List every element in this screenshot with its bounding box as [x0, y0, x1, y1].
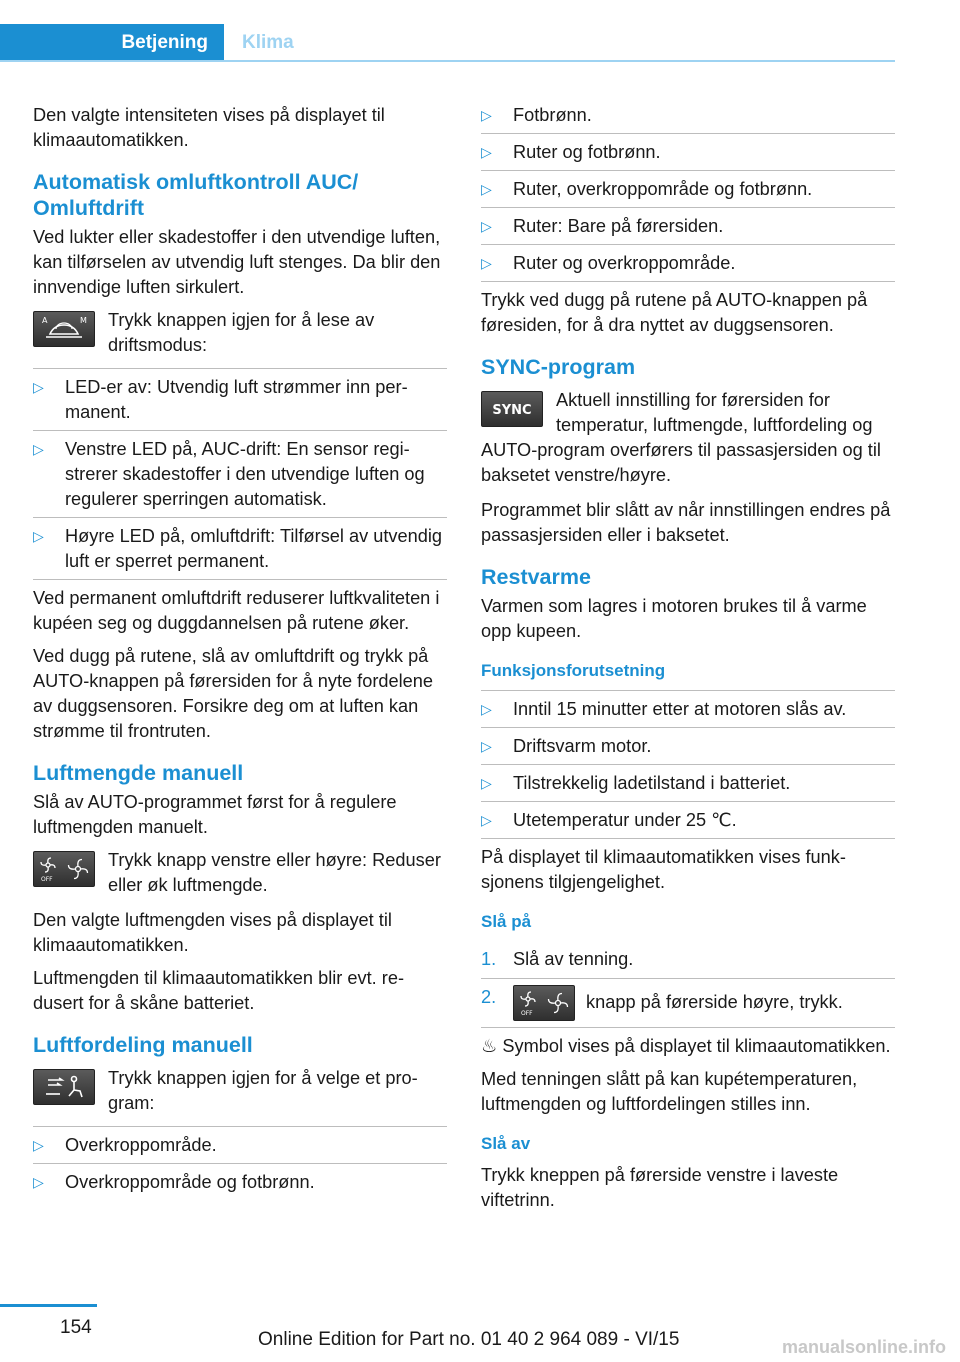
- triangle-bullet-icon: ▷: [33, 1174, 44, 1190]
- triangle-bullet-icon: ▷: [33, 441, 44, 457]
- heading-luftfordeling: Luftfordeling manuell: [33, 1033, 253, 1057]
- right-column: [481, 103, 895, 1221]
- auc-icon-text: Trykk knappen igjen for å lese av driftsmodus:: [108, 310, 375, 355]
- paragraph-tenning: Med tenningen slått på kan kupétemperaturen, luftmengden og luftfordelingen stilles inn.: [481, 1069, 858, 1114]
- page-number: 154: [60, 1317, 92, 1338]
- paragraph-redusert: Luftmengden til klimaautomatikken blir evt. redusert for å skåne batteriet.: [33, 968, 404, 1013]
- triangle-bullet-icon: ▷: [481, 812, 492, 828]
- step-item: 2. OFF knapp på førerside høyre, trykk.: [481, 979, 895, 1028]
- luftmengde-instruction: [33, 848, 447, 898]
- list-item: ▷ Venstre LED på, AUC-drift: En sensor registrerer skadestoffer i den utvendige luften og regulerer sperringen automatisk.: [33, 431, 447, 518]
- paragraph-sync-off: Programmet blir slått av når innstillingen endres på passasjersiden eller i baksetet.: [481, 500, 891, 545]
- left-column: [33, 103, 447, 1206]
- auc-icon-label-m: M: [80, 316, 87, 325]
- auc-list: [33, 368, 447, 580]
- heat-symbol-icon: ♨: [481, 1036, 498, 1056]
- fan-button-icon: [513, 985, 575, 1021]
- triangle-bullet-icon: ▷: [481, 181, 492, 197]
- list-item: ▷ Utetemperatur under 25 ℃.: [481, 802, 895, 839]
- paragraph-luftmengde: Slå av AUTO-programmet først for å regulere luftmengden manuelt.: [33, 792, 397, 837]
- sync-button-label: SYNC: [492, 403, 532, 418]
- heading-funksjonsforutsetning: Funksjonsforutsetning: [481, 661, 666, 680]
- list-item: ▷ Driftsvarm motor.: [481, 728, 895, 765]
- triangle-bullet-icon: ▷: [33, 528, 44, 544]
- triangle-bullet-icon: ▷: [481, 738, 492, 754]
- funksjon-list: [481, 690, 895, 839]
- triangle-bullet-icon: ▷: [481, 701, 492, 717]
- list-item: ▷ Overkroppområde og fotbrønn.: [33, 1164, 447, 1200]
- auc-icon-label-a: A: [42, 316, 48, 325]
- list-item: ▷ Ruter: Bare på førersiden.: [481, 208, 895, 245]
- tab-klima[interactable]: Klima: [242, 32, 294, 53]
- triangle-bullet-icon: ▷: [481, 144, 492, 160]
- triangle-bullet-icon: ▷: [481, 107, 492, 123]
- luftmengde-icon-text: Trykk knapp venstre eller høyre: Reduser eller øk luftmengde.: [108, 850, 441, 895]
- edition-footer: Online Edition for Part no. 01 40 2 964 089 - VI/15: [258, 1329, 680, 1350]
- paragraph-symbol: ♨ Symbol vises på displayet til klimaautomatikken.: [481, 1036, 891, 1056]
- step-item: 1. Slå av tenning.: [481, 941, 895, 979]
- watermark: manualsonline.info: [781, 1337, 946, 1357]
- auc-button-icon: [33, 311, 95, 347]
- triangle-bullet-icon: ▷: [33, 379, 44, 395]
- heading-restvarme: Restvarme: [481, 565, 591, 589]
- tab-betjening[interactable]: Betjening: [0, 24, 224, 62]
- heading-auc: Automatisk omluftkontroll AUC/ Omluftdrift: [33, 170, 359, 220]
- paragraph-valgte-luftmengde: Den valgte luftmengden vises på displayet til klimaautomatikken.: [33, 910, 392, 955]
- fan-button-icon: [33, 851, 95, 887]
- sync-instruction: [481, 388, 895, 488]
- sla-pa-steps: [481, 941, 895, 1028]
- heading-sla-pa: Slå på: [481, 912, 532, 931]
- list-item: ▷ Fotbrønn.: [481, 103, 895, 134]
- list-item: ▷ Ruter og fotbrønn.: [481, 134, 895, 171]
- chapter-header: [0, 24, 895, 62]
- paragraph-permanent: Ved permanent omluftdrift reduserer luftkvaliteten i kupéen seg og duggdannelsen på rutene øker.: [33, 588, 440, 633]
- paragraph-intensitet: Den valgte intensiteten vises på displayet til klimaautomatikken.: [33, 105, 385, 150]
- paragraph-restvarme: Varmen som lagres i motoren brukes til å varme opp kupeen.: [481, 596, 867, 641]
- paragraph-dugg: Ved dugg på rutene, slå av omluftdrift og trykk på AUTO-knappen på førersiden for å nyte fordelene av duggsensoren. Forsikre deg om at luften kan strømme til frontruten.: [33, 646, 434, 741]
- list-item: ▷ Ruter, overkroppområde og fotbrønn.: [481, 171, 895, 208]
- heading-sla-av: Slå av: [481, 1134, 531, 1153]
- luftfordeling-instruction: [33, 1066, 447, 1116]
- header-rule: [0, 60, 895, 62]
- air-program-list: [481, 103, 895, 282]
- heading-sync: SYNC-program: [481, 355, 636, 379]
- list-item: ▷ LED-er av: Utvendig luft strømmer inn permanent.: [33, 369, 447, 431]
- triangle-bullet-icon: ▷: [481, 218, 492, 234]
- heading-luftmengde: Luftmengde manuell: [33, 761, 244, 785]
- sync-text: Aktuell innstilling for førersiden for temperatur, luftmengde, luftfordeling og AUTO-program overførers til passasjersiden og til baksetet venstre/høyre.: [481, 390, 881, 485]
- paragraph-sla-av: Trykk kneppen på førerside venstre i laveste viftetrinn.: [481, 1165, 839, 1210]
- paragraph-trykk-dugg: Trykk ved dugg på rutene på AUTO-knappen på føresiden, for å dra nyttet av duggsensoren.: [481, 290, 868, 335]
- triangle-bullet-icon: ▷: [33, 1137, 44, 1153]
- triangle-bullet-icon: ▷: [481, 775, 492, 791]
- fan-off-label: OFF: [521, 1010, 533, 1017]
- list-item: ▷ Inntil 15 minutter etter at motoren slås av.: [481, 691, 895, 728]
- fan-off-label: OFF: [41, 876, 53, 883]
- page-number-rule: [0, 1304, 97, 1307]
- auc-instruction: [33, 308, 447, 358]
- list-item: ▷ Høyre LED på, omluftdrift: Tilførsel av utvendig luft er sperret permanent.: [33, 518, 447, 580]
- paragraph-auc: Ved lukter eller skadestoffer i den utvendige luften, kan tilførselen av utvendig luft stenges. Da blir den innvendige luften sirkulert.: [33, 227, 441, 297]
- air-distribution-button-icon: [33, 1069, 95, 1105]
- triangle-bullet-icon: ▷: [481, 255, 492, 271]
- list-item: ▷ Ruter og overkroppområde.: [481, 245, 895, 282]
- luftfordeling-list: [33, 1126, 447, 1200]
- sync-button-icon: [481, 391, 543, 427]
- luftfordeling-icon-text: Trykk knappen igjen for å velge et program:: [108, 1068, 418, 1113]
- list-item: ▷ Tilstrekkelig ladetilstand i batteriet.: [481, 765, 895, 802]
- list-item: ▷ Overkroppområde.: [33, 1127, 447, 1164]
- paragraph-display: På displayet til klimaautomatikken vises funksjonens tilgjengelighet.: [481, 847, 846, 892]
